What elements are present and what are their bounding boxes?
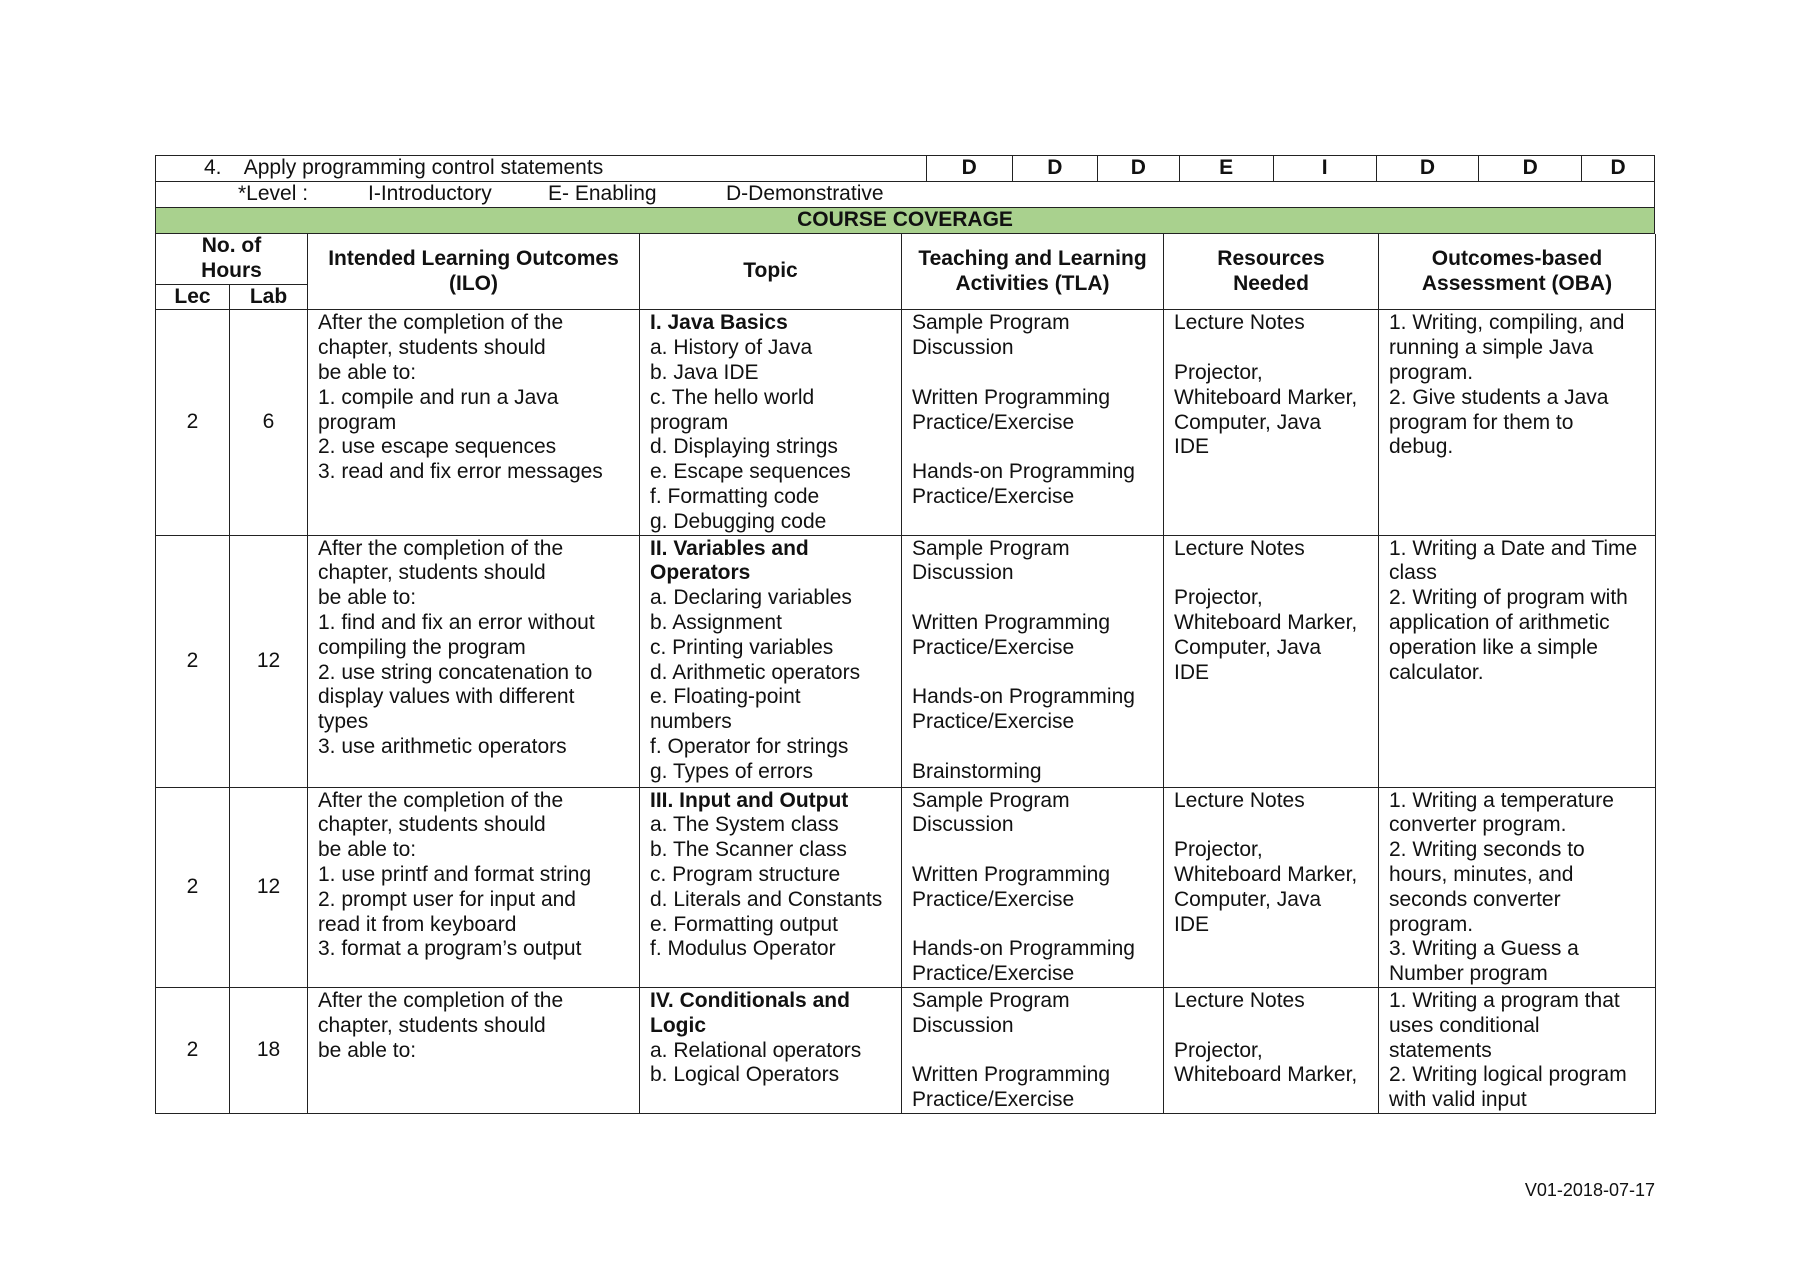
oba-cell xyxy=(1379,987,1656,1113)
course-syllabus-page xyxy=(155,155,1655,1114)
header-row xyxy=(156,234,1656,284)
resources-cell xyxy=(1164,787,1379,987)
topic-header: Topic xyxy=(640,234,902,310)
resources-cell xyxy=(1164,310,1379,535)
oba-line: operation like a simple xyxy=(1389,635,1598,659)
topic-item: c. Program structure xyxy=(650,862,841,886)
topic-item: f. Operator for strings xyxy=(650,734,849,758)
ilo-line: 1. use printf and format string xyxy=(318,862,592,886)
ilo-header: Intended Learning Outcomes (ILO) xyxy=(308,234,640,310)
topic-item: e. Formatting output xyxy=(650,912,838,936)
ilo-line: 1. compile and run a Java xyxy=(318,385,559,409)
hours-header: No. of Hours xyxy=(156,234,308,284)
lab-hours: 18 xyxy=(230,987,308,1113)
ilo-line: compiling the program xyxy=(318,635,526,659)
resource-line: IDE xyxy=(1174,435,1210,459)
ilo-cell xyxy=(308,987,640,1113)
lec-header: Lec xyxy=(156,284,230,310)
topic-item: e. Escape sequences xyxy=(650,460,851,484)
tla-line: Written Programming xyxy=(912,385,1111,409)
ilo-line: 2. use escape sequences xyxy=(318,435,557,459)
program-outcome-row xyxy=(156,156,1655,182)
tla-line: Discussion xyxy=(912,561,1014,585)
resource-line: Computer, Java xyxy=(1174,635,1322,659)
tla-line: Practice/Exercise xyxy=(912,484,1075,508)
resource-line: Projector, xyxy=(1174,1038,1263,1062)
topic-item: d. Arithmetic operators xyxy=(650,660,861,684)
topic-item: e. Floating-point xyxy=(650,685,801,709)
topic-cell xyxy=(640,787,902,987)
ilo-line: be able to: xyxy=(318,838,417,862)
oba-line: seconds converter xyxy=(1389,887,1561,911)
legend-demonstrative: D-Demonstrative xyxy=(726,182,884,205)
ilo-line: 3. use arithmetic operators xyxy=(318,734,567,758)
ilo-line: program xyxy=(318,410,397,434)
tla-line: Discussion xyxy=(912,1013,1014,1037)
lab-hours: 12 xyxy=(230,787,308,987)
tla-line: Hands-on Programming xyxy=(912,460,1135,484)
topic-title: II. Variables and Operators xyxy=(650,536,809,585)
resources-cell xyxy=(1164,987,1379,1113)
tla-line: Hands-on Programming xyxy=(912,937,1135,961)
topic-item: a. Declaring variables xyxy=(650,586,852,610)
ilo-line: 3. format a program’s output xyxy=(318,937,582,961)
level-cell: I xyxy=(1273,156,1376,182)
lab-hours: 12 xyxy=(230,535,308,787)
table-row xyxy=(156,310,1656,535)
tla-line: Practice/Exercise xyxy=(912,710,1075,734)
tla-cell xyxy=(902,987,1164,1113)
lab-header: Lab xyxy=(230,284,308,310)
resource-line: Projector, xyxy=(1174,838,1263,862)
resource-line xyxy=(1174,813,1372,838)
ilo-line: After the completion of the xyxy=(318,536,564,560)
tla-line: Practice/Exercise xyxy=(912,410,1075,434)
oba-cell xyxy=(1379,310,1656,535)
ilo-line: read it from keyboard xyxy=(318,912,517,936)
level-cell: D xyxy=(1582,156,1655,182)
oba-line: debug. xyxy=(1389,435,1454,459)
oba-line: 3. Writing a Guess a xyxy=(1389,937,1579,961)
ilo-line: types xyxy=(318,710,369,734)
ilo-line: After the completion of the xyxy=(318,988,564,1012)
level-legend xyxy=(156,182,1654,207)
resource-line: Whiteboard Marker, xyxy=(1174,385,1358,409)
document-version: V01-2018-07-17 xyxy=(1524,1180,1655,1200)
tla-cell xyxy=(902,535,1164,787)
ilo-line: chapter, students should xyxy=(318,561,546,585)
resource-line: IDE xyxy=(1174,912,1210,936)
coverage-detail-table xyxy=(155,234,1656,310)
tla-line: Discussion xyxy=(912,813,1014,837)
outcome-number: 4. xyxy=(204,156,222,179)
topic-item: b. Logical Operators xyxy=(650,1063,840,1087)
oba-line: calculator. xyxy=(1389,660,1484,684)
topic-item: numbers xyxy=(650,710,732,734)
resource-line: Lecture Notes xyxy=(1174,311,1305,335)
lec-hours: 2 xyxy=(156,987,230,1113)
oba-header: Outcomes-based Assessment (OBA) xyxy=(1379,234,1656,310)
tla-line: Sample Program xyxy=(912,788,1070,812)
ilo-line: chapter, students should xyxy=(318,1013,546,1037)
tla-line: Practice/Exercise xyxy=(912,962,1075,986)
level-cell: D xyxy=(1376,156,1479,182)
ilo-line: 2. use string concatenation to xyxy=(318,660,593,684)
topic-item: a. The System class xyxy=(650,813,839,837)
resource-line: Whiteboard Marker, xyxy=(1174,610,1358,634)
oba-line: 2. Writing of program with xyxy=(1389,586,1628,610)
legend-label: *Level : xyxy=(238,182,309,205)
oba-line: program for them to xyxy=(1389,410,1574,434)
tla-line: Practice/Exercise xyxy=(912,635,1075,659)
topic-item: d. Displaying strings xyxy=(650,435,838,459)
ilo-line: chapter, students should xyxy=(318,813,546,837)
level-cell: E xyxy=(1179,156,1273,182)
ilo-line: 3. read and fix error messages xyxy=(318,460,603,484)
tla-line xyxy=(912,586,1157,611)
oba-line: converter program. xyxy=(1389,813,1567,837)
resource-line: Lecture Notes xyxy=(1174,536,1305,560)
oba-line: 2. Writing logical program xyxy=(1389,1063,1627,1087)
ilo-line: chapter, students should xyxy=(318,336,546,360)
topic-item: program xyxy=(650,410,729,434)
topic-cell xyxy=(640,310,902,535)
level-cell: D xyxy=(1012,156,1098,182)
oba-line: with valid input xyxy=(1389,1088,1527,1112)
topic-item: f. Modulus Operator xyxy=(650,937,836,961)
topic-item: d. Literals and Constants xyxy=(650,887,883,911)
ilo-line: 2. prompt user for input and xyxy=(318,887,576,911)
oba-line: statements xyxy=(1389,1038,1492,1062)
legend-introductory: I-Introductory xyxy=(368,182,492,205)
lec-hours: 2 xyxy=(156,535,230,787)
resource-line xyxy=(1174,336,1372,361)
oba-line: 1. Writing, compiling, and xyxy=(1389,311,1625,335)
tla-line xyxy=(912,1039,1157,1064)
tla-line: Sample Program xyxy=(912,311,1070,335)
tla-line xyxy=(912,361,1157,386)
tla-line xyxy=(912,838,1157,863)
resource-line: Projector, xyxy=(1174,586,1263,610)
tla-line: Practice/Exercise xyxy=(912,887,1075,911)
oba-line: uses conditional xyxy=(1389,1013,1540,1037)
oba-cell xyxy=(1379,535,1656,787)
tla-line: Hands-on Programming xyxy=(912,685,1135,709)
topic-item: f. Formatting code xyxy=(650,484,820,508)
tla-line: Brainstorming xyxy=(912,759,1042,783)
coverage-body-table xyxy=(155,310,1656,1114)
topic-item: c. Printing variables xyxy=(650,635,834,659)
level-legend-row xyxy=(156,182,1655,208)
topic-item: g. Debugging code xyxy=(650,509,827,533)
tla-line xyxy=(912,661,1157,686)
tla-line: Discussion xyxy=(912,336,1014,360)
lec-hours: 2 xyxy=(156,310,230,535)
oba-line: program. xyxy=(1389,360,1474,384)
topic-cell xyxy=(640,535,902,787)
topic-title: I. Java Basics xyxy=(650,311,788,335)
topic-item: c. The hello world xyxy=(650,385,815,409)
tla-cell xyxy=(902,787,1164,987)
topic-item: a. Relational operators xyxy=(650,1038,862,1062)
oba-line: Number program xyxy=(1389,962,1548,986)
oba-line: hours, minutes, and xyxy=(1389,862,1574,886)
course-coverage-table xyxy=(155,155,1655,234)
oba-line: 1. Writing a Date and Time xyxy=(1389,536,1638,560)
table-row xyxy=(156,535,1656,787)
level-cell: D xyxy=(926,156,1012,182)
topic-item: b. Assignment xyxy=(650,610,782,634)
resource-line: Whiteboard Marker, xyxy=(1174,862,1358,886)
resource-line xyxy=(1174,561,1372,586)
resource-line: IDE xyxy=(1174,660,1210,684)
oba-line: 1. Writing a program that xyxy=(1389,988,1620,1012)
oba-line: 1. Writing a temperature xyxy=(1389,788,1614,812)
oba-line: 2. Give students a Java xyxy=(1389,385,1609,409)
outcome-description: Apply programming control statements xyxy=(243,156,604,179)
resource-line: Projector, xyxy=(1174,360,1263,384)
banner-row xyxy=(156,208,1655,234)
ilo-line: 1. find and fix an error without xyxy=(318,610,595,634)
tla-line: Written Programming xyxy=(912,862,1111,886)
resource-line: Whiteboard Marker, xyxy=(1174,1063,1358,1087)
oba-line: 2. Writing seconds to xyxy=(1389,838,1585,862)
tla-line: Written Programming xyxy=(912,1063,1111,1087)
topic-item: g. Types of errors xyxy=(650,759,814,783)
level-cell: D xyxy=(1098,156,1179,182)
resource-line: Computer, Java xyxy=(1174,887,1322,911)
topic-title: III. Input and Output xyxy=(650,788,849,812)
oba-line: application of arithmetic xyxy=(1389,610,1610,634)
legend-enabling: E- Enabling xyxy=(548,182,657,205)
program-outcome-text xyxy=(156,156,927,182)
topic-item: a. History of Java xyxy=(650,336,813,360)
tla-line: Written Programming xyxy=(912,610,1111,634)
lab-hours: 6 xyxy=(230,310,308,535)
lec-hours: 2 xyxy=(156,787,230,987)
course-coverage-banner: COURSE COVERAGE xyxy=(156,208,1655,234)
topic-item: b. The Scanner class xyxy=(650,838,847,862)
resource-line xyxy=(1174,1014,1372,1039)
tla-line: Sample Program xyxy=(912,988,1070,1012)
resource-line: Computer, Java xyxy=(1174,410,1322,434)
tla-cell xyxy=(902,310,1164,535)
tla-line xyxy=(912,735,1157,760)
table-row xyxy=(156,787,1656,987)
ilo-cell xyxy=(308,787,640,987)
topic-item: b. Java IDE xyxy=(650,360,759,384)
resource-line: Lecture Notes xyxy=(1174,988,1305,1012)
ilo-line: be able to: xyxy=(318,360,417,384)
resources-cell xyxy=(1164,535,1379,787)
ilo-line: be able to: xyxy=(318,1038,417,1062)
ilo-line: After the completion of the xyxy=(318,788,564,812)
ilo-line: After the completion of the xyxy=(318,311,564,335)
tla-header: Teaching and Learning Activities (TLA) xyxy=(902,234,1164,310)
ilo-line: display values with different xyxy=(318,685,575,709)
table-row xyxy=(156,987,1656,1113)
oba-line: running a simple Java xyxy=(1389,336,1594,360)
oba-cell xyxy=(1379,787,1656,987)
level-cell: D xyxy=(1479,156,1582,182)
tla-line: Practice/Exercise xyxy=(912,1088,1075,1112)
tla-line xyxy=(912,435,1157,460)
ilo-cell xyxy=(308,535,640,787)
tla-line: Sample Program xyxy=(912,536,1070,560)
tla-line xyxy=(912,913,1157,938)
oba-line: program. xyxy=(1389,912,1474,936)
ilo-line: be able to: xyxy=(318,586,417,610)
resources-header: Resources Needed xyxy=(1164,234,1379,310)
ilo-cell xyxy=(308,310,640,535)
topic-cell xyxy=(640,987,902,1113)
resource-line: Lecture Notes xyxy=(1174,788,1305,812)
topic-title: IV. Conditionals and Logic xyxy=(650,988,850,1037)
oba-line: class xyxy=(1389,561,1437,585)
